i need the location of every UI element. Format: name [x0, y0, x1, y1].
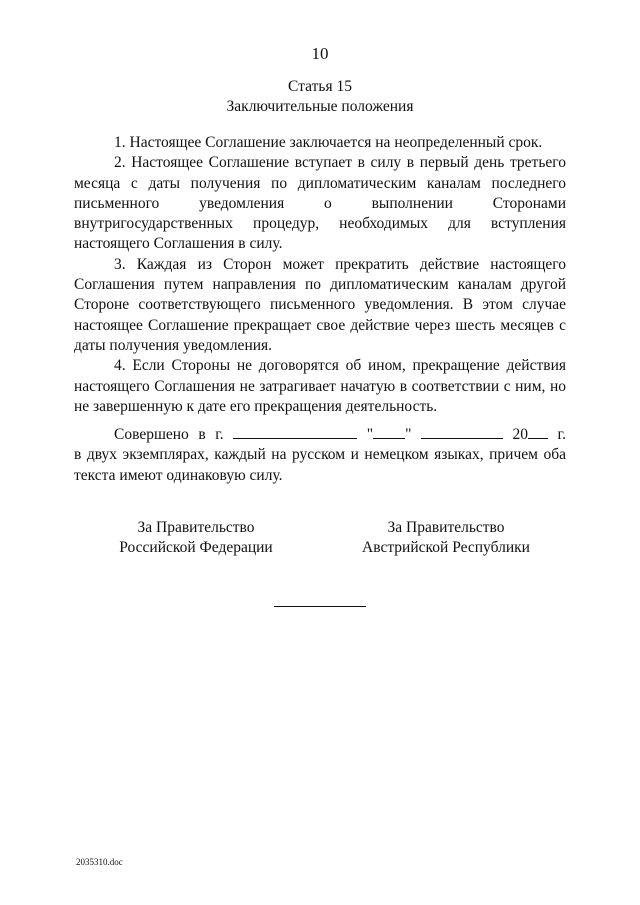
paragraph-1: 1. Настоящее Соглашение заключается на неопределенный срок.	[114, 134, 543, 151]
article-title: Статья 15	[288, 78, 352, 95]
document-code: 2035310.doc	[76, 857, 123, 867]
signature-russia	[76, 518, 316, 558]
month-blank	[421, 424, 503, 439]
completed-word: Совершено	[114, 426, 189, 443]
completion-line	[74, 424, 566, 445]
year-blank	[528, 424, 548, 439]
paragraph-4: 4. Если Стороны не договорятся об ином, прекращение действия настоящего Соглашения не затрагивает начатую в соответствии с ним, но не завершенную к дате его прекращения деятельность.	[74, 357, 566, 415]
day-blank	[373, 424, 405, 439]
quote-open: "	[366, 426, 374, 443]
completion-continuation: в двух экземплярах, каждый на русском и немецком языках, причем оба текста имеют одинаковую силу.	[74, 446, 566, 484]
year-abbrev: г.	[557, 426, 566, 443]
year-prefix: 20	[512, 426, 528, 443]
signature-austria-line2: Австрийской Республики	[362, 539, 530, 556]
article-heading	[0, 77, 640, 117]
city-blank	[233, 424, 357, 439]
city-abbrev: г.	[215, 426, 224, 443]
completion-clause	[74, 424, 566, 486]
date-field	[367, 424, 412, 445]
paragraph-2: 2. Настоящее Соглашение вступает в силу в первый день третьего месяца с даты получения по дипломатическим каналам последнего письменного уведомления о выполнении Сторонами внутригосударственных процедур, необходимых для вступления настоящего Соглашения в силу.	[74, 154, 566, 253]
signature-russia-line1: За Правительство	[137, 519, 255, 536]
article-body	[74, 133, 566, 417]
signature-russia-line2: Российской Федерации	[119, 539, 273, 556]
in-word: в	[198, 426, 206, 443]
quote-close: "	[405, 426, 412, 443]
year-field	[512, 424, 548, 445]
signature-austria-line1: За Правительство	[387, 519, 505, 536]
end-divider	[274, 606, 366, 607]
article-subtitle: Заключительные положения	[226, 98, 414, 115]
page-number: 10	[311, 44, 329, 63]
signature-austria	[326, 518, 566, 558]
paragraph-3: 3. Каждая из Сторон может прекратить действие настоящего Соглашения путем направления по дипломатическим каналам другой Стороне соответствующего письменного уведомления. В этом случае настоящее Соглашение прекращает свое действие через шесть месяцев с даты получения уведомления.	[74, 255, 566, 354]
